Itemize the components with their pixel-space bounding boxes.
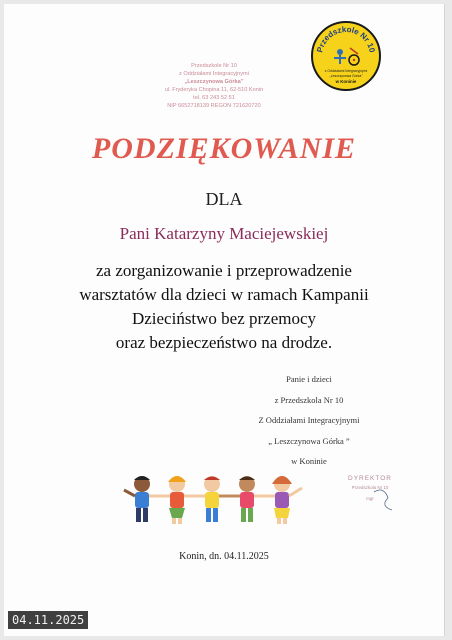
body-line: warsztatów dla dzieci w ramach Kampanii: [79, 285, 369, 304]
logo-line3: w Koninie: [335, 79, 357, 84]
director-stamp-title: DYREKTOR: [348, 475, 392, 482]
child-figure-icon: [254, 476, 302, 524]
place-and-date: Konin, dn. 04.11.2025: [179, 551, 269, 562]
signature-line: w Koninie: [291, 456, 327, 466]
director-stamp: [334, 470, 406, 515]
child-figure-icon: [219, 476, 255, 522]
stamp-line: Przedszkole Nr 10: [191, 63, 237, 69]
stamp-line: ul. Fryderyka Chopina 11, 62-510 Konin: [164, 87, 264, 93]
signature-block: [224, 369, 394, 472]
child-figure-icon: [124, 476, 150, 522]
child-figure-icon: [149, 476, 186, 524]
director-stamp-line: Przedszkola Nr 10: [351, 485, 389, 490]
stamp-line: „Leszczynowa Górka”: [184, 79, 244, 85]
recipient-name: Pani Katarzyny Maciejewskiej: [119, 224, 329, 243]
certificate-page: [4, 4, 445, 636]
signature-line: z Przedszkola Nr 10: [274, 394, 344, 405]
children-illustration: [122, 470, 307, 530]
handwritten-signature: [374, 490, 392, 510]
body-line: za zorganizowanie i przeprowadzenie: [96, 261, 352, 280]
preposition: DLA: [205, 189, 243, 209]
photo-timestamp: 04.11.2025: [8, 611, 88, 629]
body-line: Dzieciństwo bez przemocy: [131, 309, 317, 328]
stamp-line: tel. 63 243 52 51: [193, 95, 235, 101]
logo-arc-text: Przedszkole Nr 10: [315, 24, 377, 54]
thanks-body: [4, 259, 444, 355]
logo-line2: „Leszczynowa Górka”: [329, 74, 363, 78]
stamp-line: NIP 6652718139 REGON 721620720: [167, 103, 261, 109]
kindergarten-address-stamp: [144, 62, 284, 110]
child-figure-icon: [184, 476, 220, 522]
signature-line: „ Leszczynowa Górka ”: [268, 435, 350, 446]
signature-line: Z Oddziałami Integracyjnymi: [258, 415, 360, 425]
certificate-title: PODZIĘKOWANIE: [91, 132, 357, 165]
body-line: oraz bezpieczeństwo na drodze.: [115, 333, 333, 352]
director-stamp-line: mgr: [366, 496, 374, 501]
stamp-line: z Oddziałami Integracyjnymi: [179, 71, 249, 77]
signature-line: Panie i dzieci: [286, 374, 332, 384]
kindergarten-logo: [310, 20, 382, 92]
logo-line1: z Oddziałami Integracyjnymi: [324, 69, 368, 73]
